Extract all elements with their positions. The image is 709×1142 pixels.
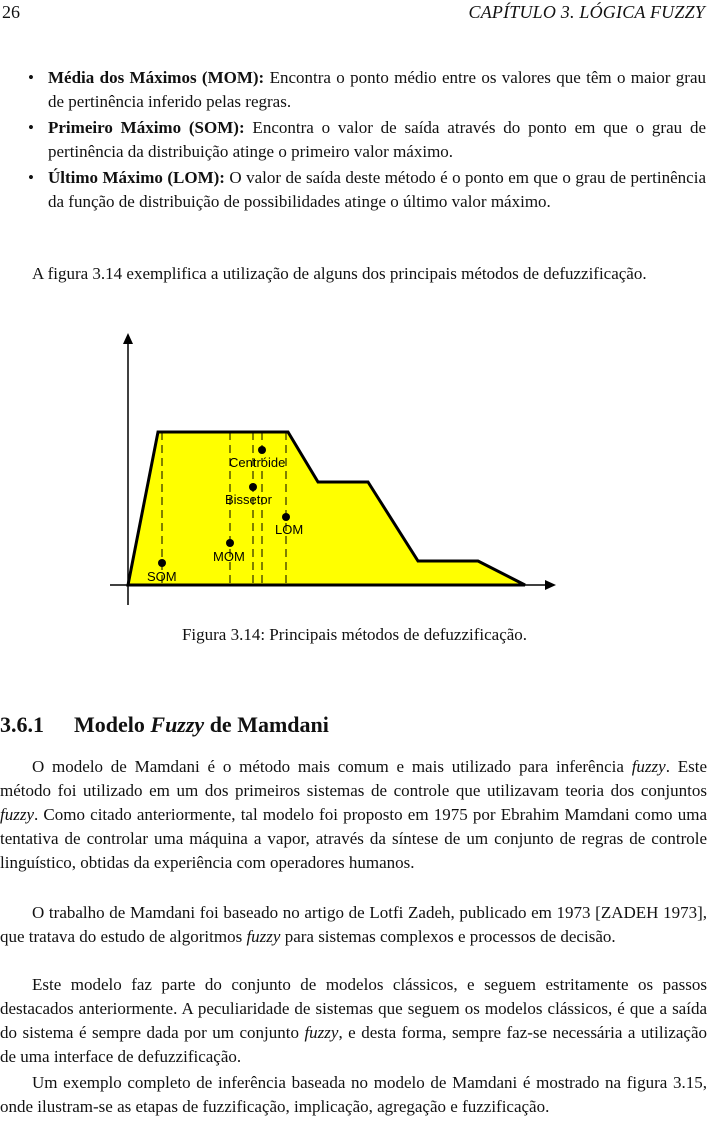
som-point	[158, 559, 166, 567]
som-label: SOM	[147, 569, 177, 584]
list-item	[26, 66, 706, 114]
chapter-title: CAPÍTULO 3. LÓGICA FUZZY	[468, 2, 705, 22]
centroid-label: Centróide	[229, 455, 286, 470]
section-title-b: de Mamdani	[204, 712, 329, 737]
section-title-emphasis: Fuzzy	[150, 712, 205, 737]
lom-point	[282, 513, 290, 521]
bullet-term: Média dos Máximos (MOM):	[48, 68, 265, 87]
bisector-point	[249, 483, 257, 491]
body-paragraph-2: O trabalho de Mamdani foi baseado no artigo de Lotfi Zadeh, publicado em 1973 [ZADEH 1973], que tratava do estudo de algoritmos fuzzy para sistemas complexos e processos de decisão.	[0, 903, 707, 946]
bisector-label: Bissetor	[225, 492, 272, 507]
bullet-text: O valor de saída deste método é o ponto em que o grau de pertinência da função de distribuição de possibilidades atinge o último valor máximo.	[48, 168, 706, 211]
bullet-term: Primeiro Máximo (SOM):	[48, 118, 245, 137]
body-paragraph-1: O modelo de Mamdani é o método mais comum e mais utilizado para inferência fuzzy. Este método foi utilizado em um dos primeiros sistemas de controle que utilizavam teoria dos conjuntos fuzzy. Como citado anteriormente, tal modelo foi proposto em 1975 por Ebrahim Mamdani como uma tentativa de controlar uma máquina a vapor, através da síntese de um conjunto de regras de controle linguístico, obtidas da experiência com operadores humanos.	[0, 757, 707, 872]
section-title-a: Modelo	[74, 712, 151, 737]
intro-paragraph: A figura 3.14 exemplifica a utilização de alguns dos principais métodos de defuzzificação.	[32, 264, 647, 283]
list-item	[26, 166, 706, 214]
aggregated-fuzzy-set	[128, 432, 525, 585]
y-axis-arrow-icon	[123, 333, 133, 344]
mom-label: MOM	[213, 549, 245, 564]
list-item	[26, 116, 706, 164]
defuzzification-methods-list	[26, 66, 706, 216]
x-axis-arrow-icon	[545, 580, 556, 590]
page-number: 26	[2, 2, 20, 22]
section-number: 3.6.1	[0, 712, 44, 737]
body-paragraph-3: Este modelo faz parte do conjunto de modelos clássicos, e seguem estritamente os passos destacados anteriormente. A peculiaridade de sistemas que seguem os modelos clássicos, é que a saída do sistema é sempre dada por um conjunto fuzzy, e desta forma, sempre faz-se necessária a utilização de uma interface de defuzzificação.	[0, 975, 707, 1066]
lom-label: LOM	[275, 522, 304, 537]
running-header	[0, 2, 709, 28]
bullet-term: Último Máximo (LOM):	[48, 168, 225, 187]
section-heading	[0, 712, 709, 738]
centroid-point	[258, 446, 266, 454]
body-paragraph-4: Um exemplo completo de inferência baseada no modelo de Mamdani é mostrado na figura 3.15, onde ilustram-se as etapas de fuzzificação, implicação, agregação e fuzzificação.	[0, 1073, 707, 1116]
mom-point	[226, 539, 234, 547]
bullet-text: Encontra o valor de saída através do ponto em que o grau de pertinência da distribuição atinge o primeiro valor máximo.	[48, 118, 706, 161]
defuzzification-figure	[100, 330, 580, 610]
figure-caption: Figura 3.14: Principais métodos de defuzzificação.	[181, 625, 528, 644]
bullet-text: Encontra o ponto médio entre os valores que têm o maior grau de pertinência inferido pelas regras.	[48, 68, 706, 111]
